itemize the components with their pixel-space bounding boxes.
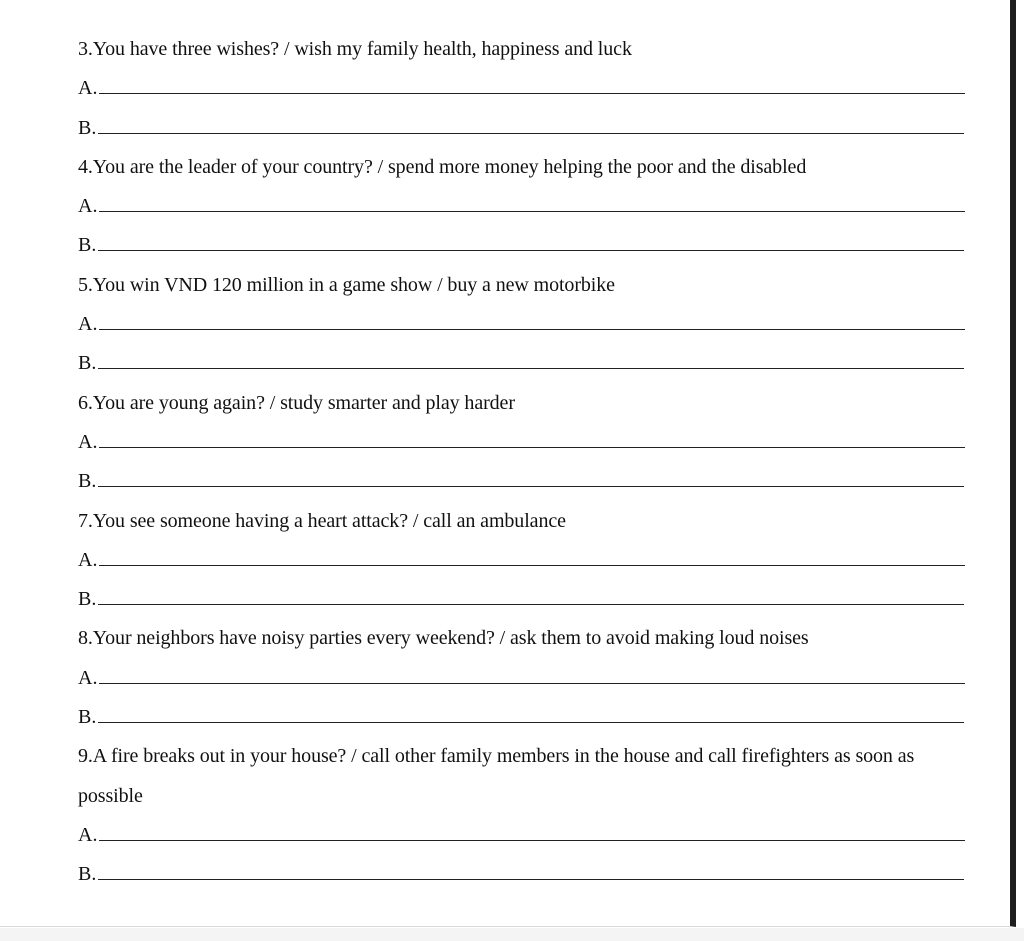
worksheet (78, 30, 978, 895)
question-prompt: 3.You have three wishes? / wish my family health, happiness and luck (78, 38, 632, 60)
question-prompt: 5.You win VND 120 million in a game show / buy a new motorbike (78, 273, 615, 296)
answer-line-a[interactable] (78, 423, 978, 462)
answer-blank[interactable] (99, 425, 965, 448)
answer-blank[interactable] (98, 346, 964, 369)
answer-line-b[interactable] (78, 344, 978, 383)
answer-line-b[interactable] (78, 226, 978, 265)
question-7 (78, 502, 978, 620)
answer-line-a[interactable] (78, 187, 978, 226)
answer-blank[interactable] (99, 307, 965, 330)
question-9 (78, 737, 978, 894)
question-prompt: 9.A fire breaks out in your house? / call other family members in the house and call firefighters as soon as possible (78, 745, 915, 807)
question-prompt: 6.You are young again? / study smarter and play harder (78, 391, 515, 414)
answer-line-a[interactable] (78, 659, 978, 698)
question-prompt: 8.Your neighbors have noisy parties every weekend? / ask them to avoid making loud noises (78, 627, 809, 650)
answer-label: A. (78, 430, 98, 453)
answer-label: B. (78, 588, 97, 611)
question-3 (78, 30, 978, 148)
answer-blank[interactable] (98, 582, 964, 605)
question-4 (78, 148, 978, 266)
answer-label: B. (78, 706, 97, 729)
answer-blank[interactable] (98, 464, 964, 487)
answer-label: A. (78, 666, 98, 689)
answer-label: A. (78, 823, 98, 846)
answer-line-b[interactable] (78, 855, 978, 894)
question-5 (78, 266, 978, 384)
answer-label: B. (78, 863, 97, 886)
answer-line-a[interactable] (78, 69, 978, 108)
answer-blank[interactable] (98, 700, 964, 723)
question-8 (78, 619, 978, 737)
answer-label: A. (78, 313, 98, 336)
answer-blank[interactable] (98, 111, 964, 134)
answer-label: A. (78, 195, 98, 218)
answer-blank[interactable] (99, 818, 965, 841)
answer-blank[interactable] (99, 543, 965, 566)
answer-line-b[interactable] (78, 109, 978, 148)
page-bottom-edge (0, 928, 1024, 941)
answer-label: A. (78, 548, 98, 571)
answer-line-b[interactable] (78, 698, 978, 737)
answer-line-b[interactable] (78, 580, 978, 619)
answer-label: A. (78, 77, 98, 100)
answer-blank[interactable] (98, 857, 964, 880)
answer-line-a[interactable] (78, 816, 978, 855)
answer-label: B. (78, 470, 97, 493)
question-6 (78, 384, 978, 502)
answer-label: B. (78, 352, 97, 375)
answer-label: B. (78, 234, 97, 257)
answer-line-a[interactable] (78, 541, 978, 580)
answer-line-b[interactable] (78, 462, 978, 501)
answer-label: B. (78, 116, 97, 139)
answer-blank[interactable] (99, 71, 965, 94)
question-prompt: 4.You are the leader of your country? / spend more money helping the poor and the disabled (78, 155, 807, 178)
answer-blank[interactable] (98, 228, 964, 251)
answer-blank[interactable] (99, 189, 965, 212)
answer-line-a[interactable] (78, 305, 978, 344)
answer-blank[interactable] (99, 661, 965, 684)
question-prompt: 7.You see someone having a heart attack? / call an ambulance (78, 509, 566, 532)
